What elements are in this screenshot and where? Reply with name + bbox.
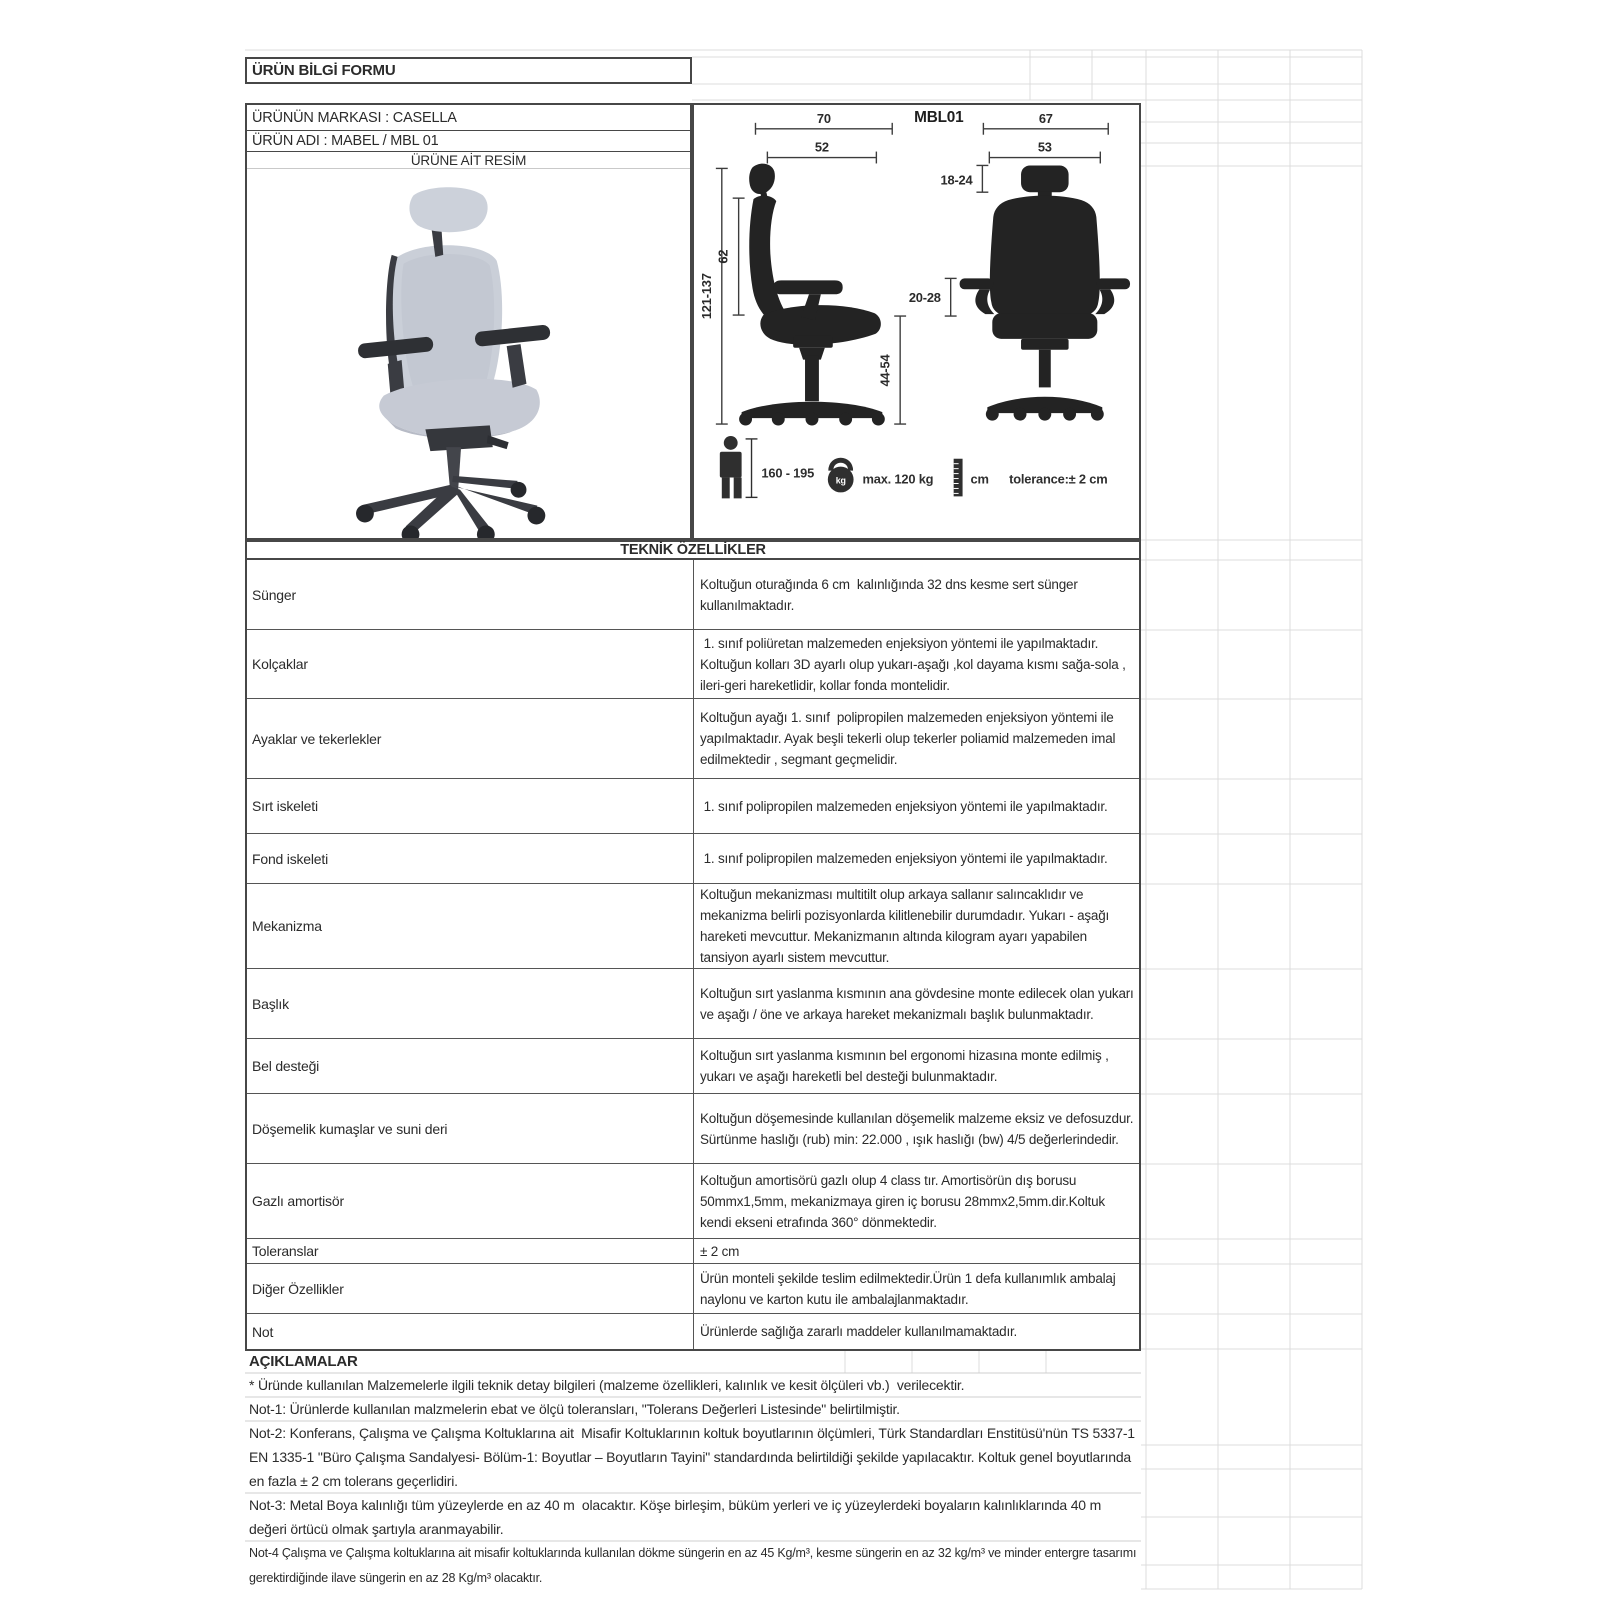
kg-badge-label: kg: [835, 475, 846, 486]
spec-value: Koltuğun sırt yaslanma kısmının ana gövdesine monte edilecek olan yukarı ve aşağı / öne ve arkaya hareket mekanizmalı başlık bulunmaktadır.: [700, 985, 1138, 1022]
spec-label: Fond iskeleti: [247, 834, 694, 883]
spec-label: Bel desteği: [247, 1039, 694, 1093]
dimension-drawing: [694, 105, 1139, 538]
form-title: ÜRÜN BİLGİ FORMU: [245, 57, 692, 84]
specs-table: [245, 560, 1141, 1351]
spec-label: Toleranslar: [247, 1239, 694, 1263]
spec-label: Mekanizma: [247, 884, 694, 968]
max-weight-label: max. 120 kg: [862, 471, 934, 487]
spec-label: Ayaklar ve tekerlekler: [247, 699, 694, 778]
table-row: [247, 699, 1139, 779]
height-measure-line: [746, 439, 758, 497]
spec-value: Koltuğun sırt yaslanma kısmının bel ergonomi hizasına monte edilmiş , yukarı ve aşağı hareketli bel desteği bulunmaktadır.: [700, 1048, 1113, 1084]
table-row: [247, 884, 1139, 969]
table-row: [247, 630, 1139, 699]
dim-side-seat-height: 44-54: [877, 354, 893, 387]
notes-header: AÇIKLAMALAR: [249, 1352, 358, 1370]
table-row: [247, 1094, 1139, 1164]
spec-label: Kolçaklar: [247, 630, 694, 698]
table-row: [247, 1264, 1139, 1314]
note-item: Not-3: Metal Boya kalınlığı tüm yüzeylerde en az 40 m olacaktır. Köşe birleşim, büküm yerleri ve iç yüzeylerdeki boyaların kalınlıklarında 40 m değeri örtücü olmak şartıyla aranmayabilir.: [249, 1497, 1105, 1537]
spec-value: Koltuğun döşemesinde kullanılan döşemelik malzeme eksiz ve defosuzdur. Sürtünme haslığı (rub) min: 22.000 , ışık haslığı (bw) 4/5 değerlerindedir.: [700, 1110, 1137, 1147]
note-item: Not-4 Çalışma ve Çalışma koltuklarına ait misafir koltuklarında kullanılan dökme süngerin en az 45 Kg/m³, kesme süngerin en az 32 kg/m³ ve minder entergre tasarımı gerektirdiğinde ilave süngerin en az 28 Kg/m³ olacaktır.: [249, 1546, 1140, 1585]
spec-label: Not: [247, 1314, 694, 1349]
chair-side-view: [739, 164, 885, 426]
dim-front-headrest-range: 18-24: [940, 172, 973, 188]
ruler-icon: [954, 459, 963, 497]
note-item: Not-2: Konferans, Çalışma ve Çalışma Koltuklarına ait Misafir Koltuklarının koltuk boyutlarının ölçümleri, Türk Standardları Enstitüsü'nün TS 5337-1 EN 1335-1 "Büro Çalışma Sandalyesi- Bölüm-1: Boyutlar – Boyutların Tayini" standardında belirtildiği şekilde yapılacaktır. Koltuk genel boyutlarında en fazla ± 2 cm tolerans geçerlidiri.: [249, 1425, 1139, 1489]
user-height-label: 160 - 195: [761, 465, 815, 481]
table-row: [247, 560, 1139, 630]
note-item: Not-1: Ürünlerde kullanılan malzmelerin ebat ve ölçü toleransları, "Tolerans Değerleri Listesinde" belirtilmiştir.: [249, 1401, 900, 1417]
dim-front-total-width: 67: [1038, 110, 1053, 126]
spec-value: 1. sınıf polipropilen malzemeden enjeksiyon yöntemi ile yapılmaktadır.: [700, 851, 1108, 866]
dim-front-seat-width: 53: [1037, 139, 1052, 155]
brand-cell: ÜRÜNÜN MARKASI : CASELLA: [247, 105, 690, 131]
spec-value: Koltuğun amortisörü gazlı olup 4 class tır. Amortisörün dış borusu 50mmx1,5mm, mekanizmaya giren iç borusu 28mmx2,5mm.dir.Koltuk kendi ekseni etrafında 360° dönmektedir.: [700, 1172, 1109, 1230]
spec-label: Sünger: [247, 560, 694, 629]
table-row: [247, 969, 1139, 1039]
spec-label: Diğer Özellikler: [247, 1264, 694, 1313]
weight-icon: [828, 460, 854, 492]
dimension-drawing-box: [692, 103, 1141, 540]
image-caption: ÜRÜNE AİT RESİM: [247, 152, 690, 169]
person-icon: [720, 436, 742, 498]
note-item: * Üründe kullanılan Malzemelerle ilgili teknik detay bilgileri (malzeme özellikleri, kalınlık ve kesit ölçüleri vb.) verilecektir.: [249, 1377, 965, 1393]
product-photo: [247, 169, 690, 538]
dim-side-total-height: 121-137: [698, 273, 714, 320]
dim-side-total-width: 70: [816, 110, 831, 126]
tolerance-label: tolerance:± 2 cm: [1009, 471, 1108, 487]
table-row: [247, 1314, 1139, 1349]
spec-value: 1. sınıf poliüretan malzemeden enjeksiyon yöntemi ile yapılmaktadır. Koltuğun kolları 3D ayarlı olup yukarı-aşağı ,kol dayama kısmı sağa-sola , ileri-geri hareketlidir, kollar fonda montelidir.: [700, 635, 1130, 693]
spec-label: Sırt iskeleti: [247, 779, 694, 833]
dim-front-armrest-range: 20-28: [908, 290, 941, 306]
spec-label: Gazlı amortisör: [247, 1164, 694, 1238]
dim-side-seat-width: 52: [814, 139, 829, 155]
spec-value: Koltuğun ayağı 1. sınıf polipropilen malzemeden enjeksiyon yöntemi ile yapılmaktadır. Ayak beşli tekerli olup tekerler poliamid malzemeden imal edilmektedir , segmant geçmelidir.: [700, 710, 1119, 767]
model-code: MBL01: [914, 108, 964, 126]
specs-header: TEKNİK ÖZELLİKLER: [245, 540, 1141, 560]
spec-value: Ürünlerde sağlığa zararlı maddeler kullanılmamaktadır.: [700, 1324, 1018, 1339]
table-row: [247, 834, 1139, 884]
spec-label: Döşemelik kumaşlar ve suni deri: [247, 1094, 694, 1163]
table-row: [247, 1039, 1139, 1094]
spec-value: Ürün monteli şekilde teslim edilmektedir.Ürün 1 defa kullanımlık ambalaj naylonu ve karton kutu ile ambalajlanmaktadır.: [700, 1270, 1120, 1307]
table-row: [247, 1164, 1139, 1239]
spec-label: Başlık: [247, 969, 694, 1038]
spec-value: ± 2 cm: [700, 1243, 740, 1259]
table-row: [247, 1239, 1139, 1264]
chair-front-view: [960, 165, 1130, 420]
product-identity-box: [245, 103, 692, 540]
chair-photo-illustration: [247, 169, 690, 538]
spec-value: Koltuğun oturağında 6 cm kalınlığında 32 dns kesme sert sünger kullanılmaktadır.: [700, 576, 1082, 613]
dim-side-back-height: 62: [715, 249, 731, 264]
spec-value: 1. sınıf polipropilen malzemeden enjeksiyon yöntemi ile yapılmaktadır.: [700, 798, 1108, 814]
spec-value: Koltuğun mekanizması multitilt olup arkaya sallanır salıncaklıdır ve mekanizma belirli pozisyonlarda kilitlenebilir durumdadır. Yukarı - aşağı hareketi mevcuttur. Mekanizmanın altında kilogram ayarı yapabilen tansiyon ayarlı sistem mevcuttur.: [700, 887, 1113, 965]
unit-label: cm: [970, 471, 989, 487]
table-row: [247, 779, 1139, 834]
product-name-cell: ÜRÜN ADI : MABEL / MBL 01: [247, 131, 690, 152]
